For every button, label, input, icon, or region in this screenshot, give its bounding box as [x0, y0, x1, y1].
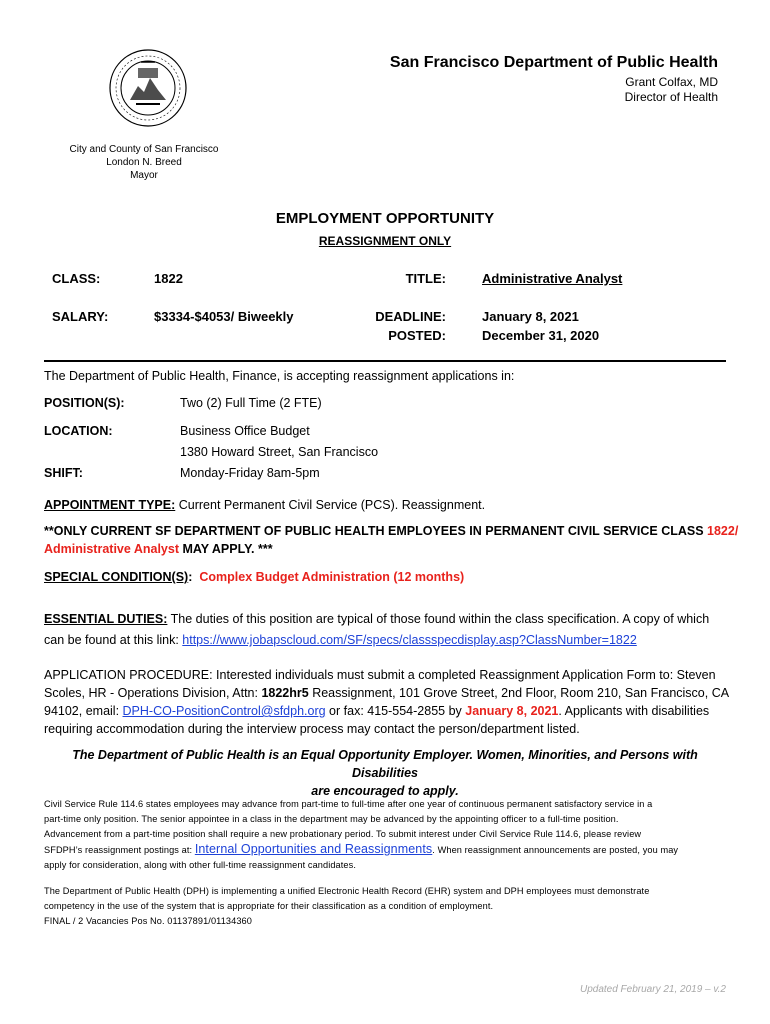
eoe-line1: The Department of Public Health is an Equal Opportunity Employer. Women, Minorities, and Persons with Disabilities [72, 748, 698, 780]
email-link[interactable]: DPH-CO-PositionControl@sfdph.org [122, 704, 326, 718]
deadline-value: January 8, 2021 [482, 309, 579, 324]
class-label: CLASS: [52, 271, 101, 286]
rule-line3: Advancement from a part-time position shall require a new probationary period. To submit interest under Civil Service Rule 114.6, please review [44, 829, 642, 839]
app-line1: APPLICATION PROCEDURE: Interested individuals must submit a completed Reassignment Application Form to: Steven [44, 668, 716, 682]
app-line2-a: Scoles, HR - Operations Division, Attn: [44, 686, 262, 700]
special-label: SPECIAL CONDITION(S) [44, 570, 189, 584]
eligibility-line2 [44, 540, 273, 558]
eoe-line2: are encouraged to apply. [311, 784, 459, 798]
app-line3 [44, 702, 734, 720]
app-code: 1822hr5 [261, 686, 309, 700]
salary-label: SALARY: [52, 309, 109, 324]
rule-line4-a: SFDPH’s reassignment postings at: [44, 845, 195, 855]
location-label: LOCATION: [44, 424, 113, 438]
app-line3-c: . Applicants with disabilities [558, 704, 710, 718]
title-label: TITLE: [405, 271, 446, 286]
application-procedure [44, 666, 734, 738]
intro-text: The Department of Public Health, Finance, is accepting reassignment applications in: [44, 369, 515, 383]
positions-label: POSITION(S): [44, 396, 125, 410]
app-line2-b: Reassignment, 101 Grove Street, 2nd Floor, Room 210, San Francisco, CA [308, 686, 730, 700]
page-title: EMPLOYMENT OPPORTUNITY [275, 210, 495, 227]
director-name: Grant Colfax, MD [625, 75, 718, 89]
special-colon: : [188, 570, 193, 584]
appointment-type [44, 496, 485, 514]
rule-line1: Civil Service Rule 114.6 states employees may advance from part-time to full-time after one year of continuous permanent satisfactory service in a [44, 799, 653, 809]
director-title: Director of Health [624, 90, 718, 104]
eligibility-title: Administrative Analyst [44, 542, 179, 556]
mayor-block [60, 143, 228, 182]
rule-line4 [44, 842, 744, 858]
eligibility-tail: MAY APPLY. *** [179, 542, 273, 556]
class-spec-link[interactable]: https://www.jobapscloud.com/SF/specs/classspecdisplay.asp?ClassNumber=1822 [182, 633, 637, 647]
class-value: 1822 [154, 271, 183, 286]
appointment-label: APPOINTMENT TYPE: [44, 498, 176, 512]
special-condition [44, 568, 464, 586]
app-deadline: January 8, 2021 [465, 704, 559, 718]
page-subtitle: REASSIGNMENT ONLY [318, 234, 452, 248]
rule-line5: apply for consideration, along with other full-time reassignment candidates. [44, 860, 356, 870]
eligibility-class: 1822/ [707, 524, 739, 538]
app-line3-b: or fax: 415-554-2855 by [325, 704, 466, 718]
special-value: Complex Budget Administration (12 months) [199, 570, 465, 584]
eoe-statement [44, 746, 726, 800]
eligibility-line1 [44, 522, 738, 540]
shift-label: SHIFT: [44, 466, 83, 480]
org-name: San Francisco Department of Public Health [389, 54, 718, 71]
duties-text: The duties of this position are typical of those found within the class specification. A copy of which [167, 612, 710, 626]
mayor-title: Mayor [130, 170, 158, 181]
app-line2 [44, 684, 734, 702]
ehr-line2: competency in the use of the system that is appropriate for their classification as a condition of employment. [44, 901, 494, 911]
city-seal-icon [108, 48, 188, 128]
rule-line2: part-time only position. The senior appointee in a class in the department may be advanced by the appointing officer to a full-time position. [44, 814, 619, 824]
updated-footer: Updated February 21, 2019 – v.2 [579, 984, 726, 995]
posted-label: POSTED: [388, 328, 446, 343]
rule-line4-b: . When reassignment announcements are posted, you may [432, 845, 679, 855]
ehr-notice [44, 884, 744, 929]
deadline-label: DEADLINE: [375, 309, 446, 324]
salary-value: $3334-$4053/ Biweekly [154, 309, 294, 324]
duties-text2: can be found at this link: [44, 633, 183, 647]
positions-value: Two (2) Full Time (2 FTE) [180, 396, 322, 410]
ehr-line1: The Department of Public Health (DPH) is implementing a unified Electronic Health Record (EHR) system and DPH employees must demonstrate [44, 886, 650, 896]
section-divider [44, 360, 726, 362]
posted-value: December 31, 2020 [482, 328, 600, 343]
city-name: City and County of San Francisco [69, 144, 219, 155]
location-line2: 1380 Howard Street, San Francisco [180, 445, 379, 459]
shift-value: Monday-Friday 8am-5pm [180, 466, 320, 480]
reassignments-link[interactable]: Internal Opportunities and Reassignments [194, 842, 433, 856]
civil-service-rule [44, 797, 744, 873]
essential-duties [44, 609, 734, 651]
app-line4: requiring accommodation during the interview process may contact the person/department listed. [44, 722, 580, 736]
final-line: FINAL / 2 Vacancies Pos No. 01137891/01134360 [44, 916, 252, 926]
title-value: Administrative Analyst [482, 271, 623, 286]
eligibility-text: **ONLY CURRENT SF DEPARTMENT OF PUBLIC HEALTH EMPLOYEES IN PERMANENT CIVIL SERVICE CLASS [44, 524, 708, 538]
app-line3-a: 94102, email: [44, 704, 123, 718]
location-line1: Business Office Budget [180, 424, 310, 438]
appointment-value: Current Permanent Civil Service (PCS). Reassignment. [175, 498, 486, 512]
duties-label: ESSENTIAL DUTIES: [44, 612, 168, 626]
mayor-name: London N. Breed [106, 157, 182, 168]
